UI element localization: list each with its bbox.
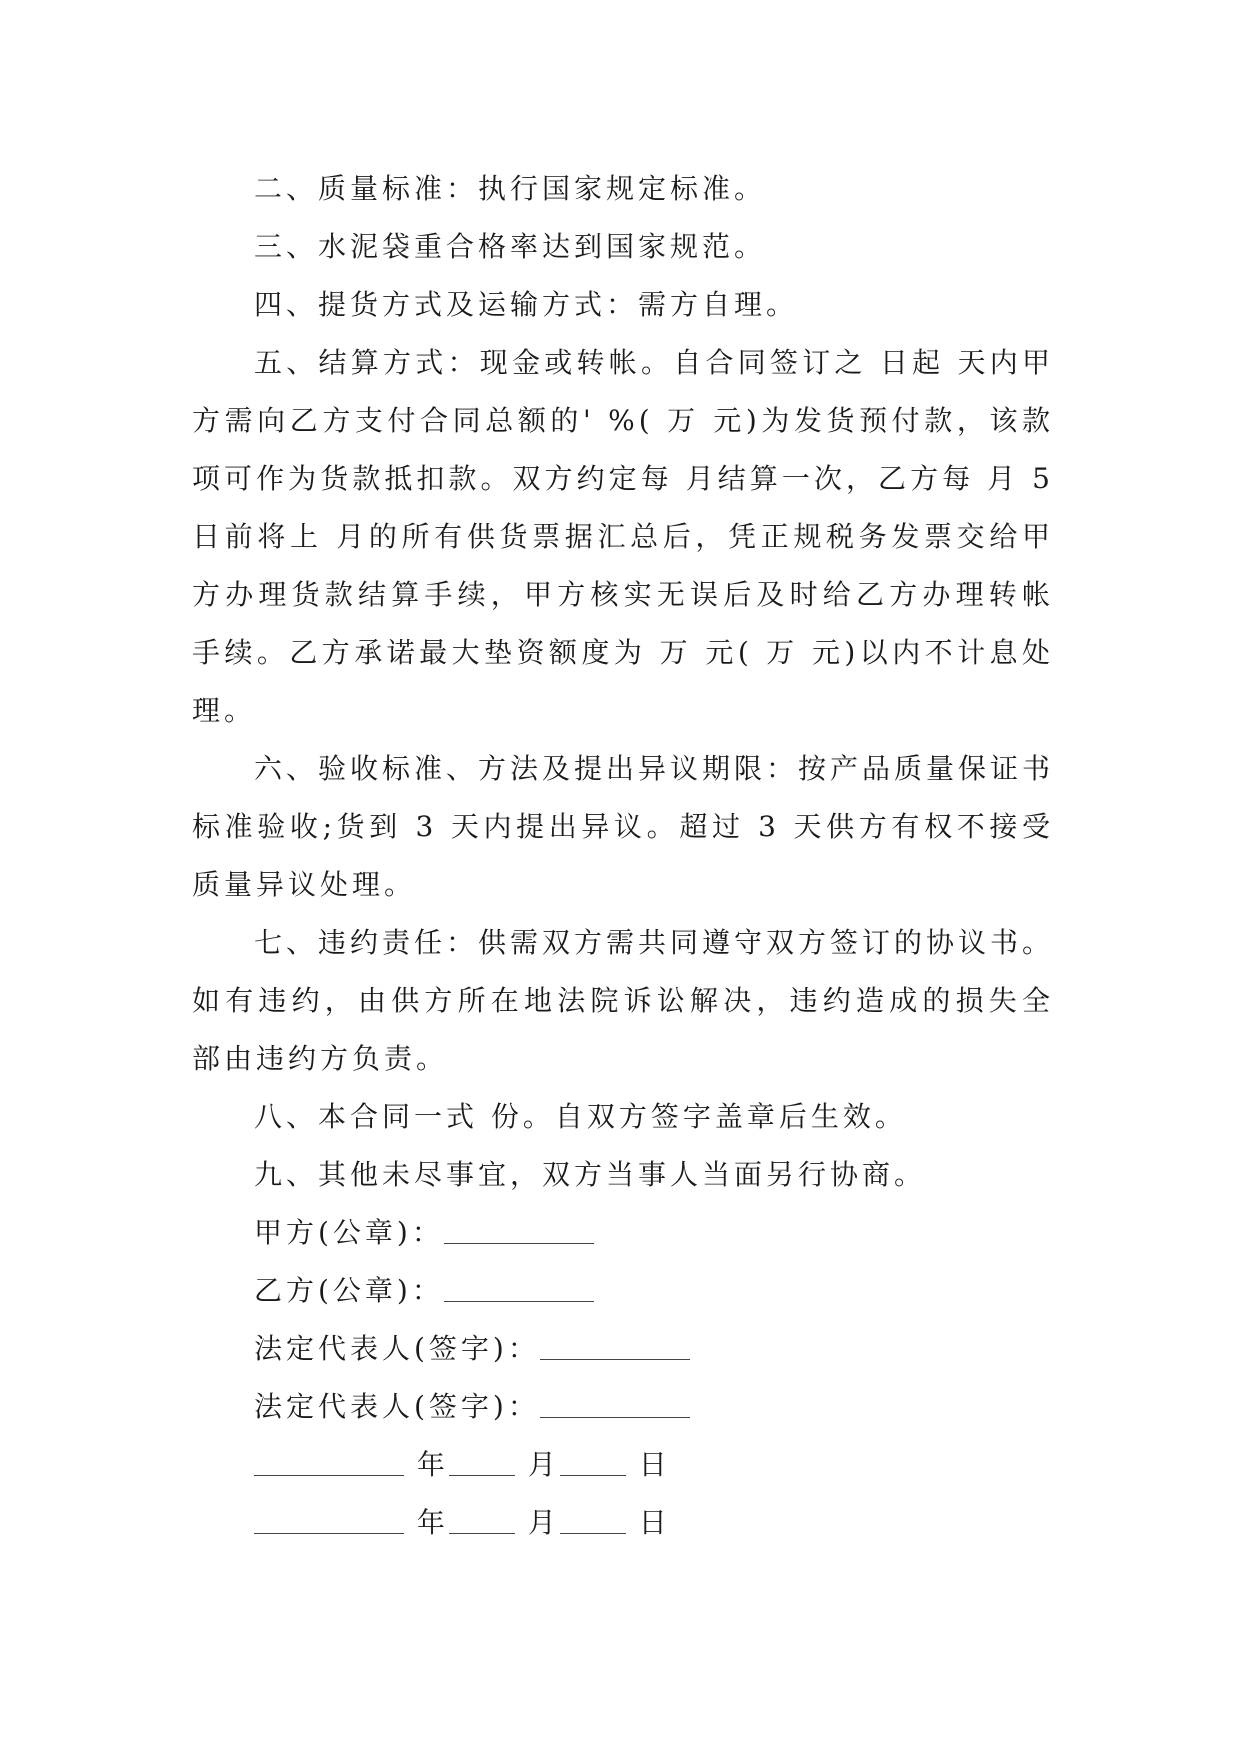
party-a-seal-line bbox=[192, 1204, 1054, 1262]
legal-rep-1-blank[interactable] bbox=[540, 1331, 690, 1360]
party-a-blank[interactable] bbox=[444, 1215, 594, 1244]
clause-other-matters: 九、其他未尽事宜，双方当事人当面另行协商。 bbox=[254, 1158, 927, 1191]
month-label: 月 bbox=[527, 1506, 560, 1539]
legal-rep-1-line bbox=[192, 1320, 1054, 1378]
legal-rep-1-label: 法定代表人(签字)： bbox=[254, 1332, 540, 1365]
clause-quality-standard: 二、质量标准：执行国家规定标准。 bbox=[254, 172, 767, 205]
contract-body bbox=[192, 160, 1067, 1552]
legal-rep-2-blank[interactable] bbox=[540, 1389, 690, 1418]
month-label: 月 bbox=[527, 1448, 560, 1481]
party-b-blank[interactable] bbox=[444, 1273, 594, 1302]
date-line-1 bbox=[192, 1436, 1054, 1494]
month-2-blank[interactable] bbox=[560, 1505, 626, 1534]
year-1-blank[interactable] bbox=[449, 1447, 515, 1476]
date-1-blank[interactable] bbox=[254, 1447, 404, 1476]
party-b-seal-line bbox=[192, 1262, 1054, 1320]
clause-bag-weight: 三、水泥袋重合格率达到国家规范。 bbox=[254, 230, 767, 263]
clause-settlement: 五、结算方式：现金或转帐。自合同签订之 日起 天内甲方需向乙方支付合同总额的' %( 万 元)为发货预付款，该款项可作为货款抵扣款。双方约定每 月结算一次，乙方每 月 5 日前将上 月的所有供货票据汇总后，凭正规税务发票交给甲方办理货款结算手续，甲方核实无误后及时给乙方办理转帐手续。乙方承诺最大垫资额度为 万 元( 万 元)以内不计息处理。 bbox=[192, 346, 1067, 727]
legal-rep-2-line bbox=[192, 1378, 1054, 1436]
year-label: 年 bbox=[416, 1448, 449, 1481]
year-2-blank[interactable] bbox=[449, 1505, 515, 1534]
party-b-label: 乙方(公章)： bbox=[254, 1274, 444, 1307]
day-label: 日 bbox=[638, 1506, 671, 1539]
clause-delivery: 四、提货方式及运输方式：需方自理。 bbox=[254, 288, 799, 321]
clause-liability: 七、违约责任：供需双方需共同遵守双方签订的协议书。如有违约，由供方所在地法院诉讼解决，违约造成的损失全部由违约方负责。 bbox=[192, 926, 1055, 1075]
clause-acceptance: 六、验收标准、方法及提出异议期限：按产品质量保证书标准验收;货到 3 天内提出异议。超过 3 天供方有权不接受质量异议处理。 bbox=[192, 752, 1055, 901]
date-line-2 bbox=[192, 1494, 1054, 1552]
date-2-blank[interactable] bbox=[254, 1505, 404, 1534]
party-a-label: 甲方(公章)： bbox=[254, 1216, 444, 1249]
legal-rep-2-label: 法定代表人(签字)： bbox=[254, 1390, 540, 1423]
year-label: 年 bbox=[416, 1506, 449, 1539]
day-label: 日 bbox=[638, 1448, 671, 1481]
month-1-blank[interactable] bbox=[560, 1447, 626, 1476]
clause-copies: 八、本合同一式 份。自双方签字盖章后生效。 bbox=[254, 1100, 907, 1133]
